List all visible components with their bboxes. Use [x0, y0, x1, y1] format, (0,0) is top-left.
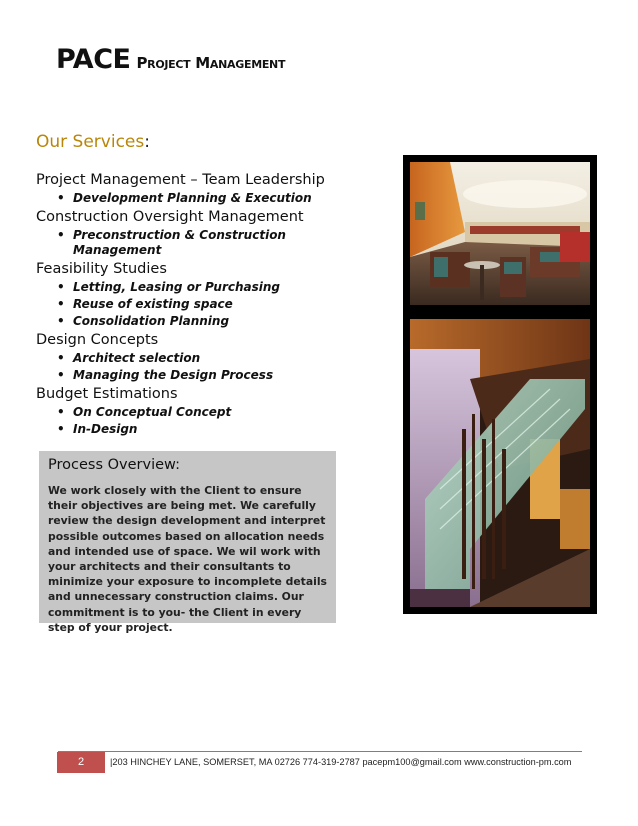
services-heading-colon: : [144, 132, 150, 152]
footer-contact: |203 HINCHEY LANE, SOMERSET, MA 02726 774-319-2787 pacepm100@gmail.com www.construction-pm.com [110, 757, 572, 767]
service-title: Project Management – Team Leadership [36, 172, 325, 188]
service-item-text: In-Design [73, 422, 138, 436]
service-item [36, 351, 376, 366]
service-group [36, 260, 376, 329]
service-item-text: Architect selection [73, 351, 201, 365]
service-items [36, 351, 376, 383]
bullet-icon: • [57, 368, 65, 382]
bullet-icon: • [57, 351, 65, 365]
staircase-photo-art [410, 319, 590, 607]
title-sub: Project Management [136, 54, 286, 72]
services-list [36, 171, 376, 439]
service-group [36, 208, 376, 258]
service-items [36, 280, 376, 329]
service-item [36, 405, 376, 420]
bullet-icon: • [57, 314, 65, 328]
service-item-text: Preconstruction & Construction Management [73, 228, 286, 257]
service-item-text: Letting, Leasing or Purchasing [73, 280, 280, 294]
service-items [36, 228, 376, 258]
bullet-icon: • [57, 422, 65, 436]
bullet-icon: • [57, 280, 65, 294]
bullet-icon: • [57, 228, 65, 242]
page-title [56, 38, 285, 76]
service-item [36, 422, 376, 437]
bullet-icon: • [57, 191, 65, 205]
page-number: 2 [57, 752, 105, 773]
service-group [36, 171, 376, 206]
restaurant-photo-art [410, 162, 590, 305]
process-title: Process Overview: [48, 457, 180, 473]
service-items [36, 405, 376, 437]
service-item-text: On Conceptual Concept [73, 405, 232, 419]
service-item [36, 297, 376, 312]
process-overview-box [39, 451, 336, 634]
service-item-text: Development Planning & Execution [73, 191, 312, 205]
services-heading [36, 132, 150, 152]
service-title: Construction Oversight Management [36, 209, 304, 225]
service-group [36, 331, 376, 383]
service-item [36, 191, 376, 206]
service-item-text: Consolidation Planning [73, 314, 230, 328]
service-item [36, 280, 376, 295]
service-items [36, 191, 376, 206]
service-item-text: Reuse of existing space [73, 297, 233, 311]
service-group [36, 385, 376, 437]
service-title: Design Concepts [36, 332, 159, 348]
glass-staircase-photo [403, 312, 597, 614]
restaurant-interior-photo [403, 155, 597, 312]
bullet-icon: • [57, 297, 65, 311]
service-item [36, 228, 376, 258]
service-item [36, 314, 376, 329]
service-title: Feasibility Studies [36, 261, 167, 277]
services-heading-text: Our Services [36, 132, 145, 152]
process-body: We work closely with the Client to ensure their objectives are being met. We carefully review the design development and interpret possible outcomes based on allocation needs and intended use of space. We wil work with your architects and their consultants to minimize your exposure to incomplete details and unnecessary construction claims. Our commitment is to you- the Client in every step of your project. [48, 484, 327, 634]
title-main: PACE [56, 44, 131, 75]
bullet-icon: • [57, 405, 65, 419]
service-item-text: Managing the Design Process [73, 368, 274, 382]
service-title: Budget Estimations [36, 386, 178, 402]
service-item [36, 368, 376, 383]
